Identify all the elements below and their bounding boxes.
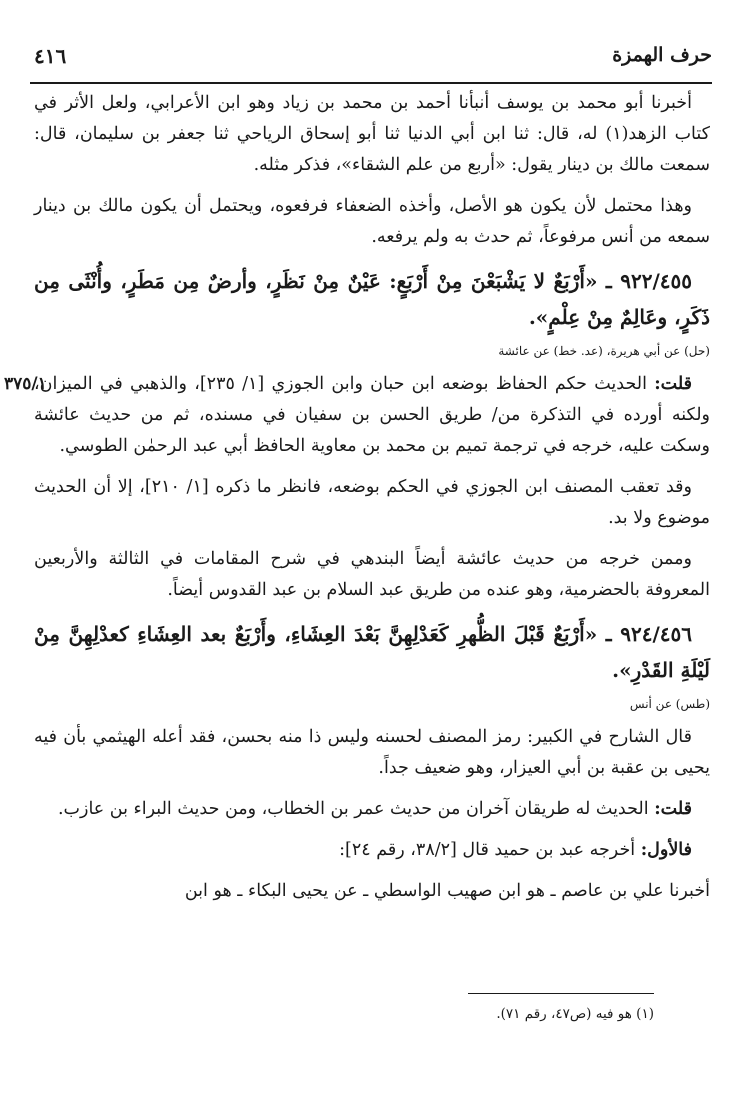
- page-body: [4, 88, 710, 917]
- hadith-source: (طس) عن أنس: [629, 697, 710, 711]
- footnote-divider: [468, 993, 654, 994]
- paragraph: أخبرنا علي بن عاصم ـ هو ابن صهيب الواسطي ـ عن يحيى البكاء ـ هو ابن: [184, 881, 710, 901]
- paragraph: وهذا محتمل لأن يكون هو الأصل، وأخذه الضعفاء فرفعوه، ويحتمل أن يكون مالك بن دينار سمعه من أنس مرفوعاً، ثم حدث به ولم يرفعه.: [34, 196, 710, 247]
- paragraph: وقد تعقب المصنف ابن الجوزي في الحكم بوضعه، فانظر ما ذكره [١/ ٢١٠]، إلا أن الحديث موضوع ولا بد.: [34, 477, 710, 528]
- first-way-paragraph: [34, 835, 710, 866]
- commentary-text: الحديث له طريقان آخران من حديث عمر بن الخطاب، ومن حديث البراء بن عازب.: [57, 799, 655, 819]
- hadith-text: ٩٢٢/٤٥٥ ـ «أَرْبَعٌ لا يَشْبَعْنَ مِنْ أَرْبَعٍ: عَيْنٌ مِنْ نَظَرٍ، وأرضٌ مِن مَطَرٍ، وأُنْثَى مِن ذَكَرٍ، وعَالِمٌ مِنْ عِلْمٍ».: [34, 269, 710, 329]
- paragraph: قال الشارح في الكبير: رمز المصنف لحسنه وليس ذا منه بحسن، فقد أعله الهيثمي بأن فيه يحيى بن عقبة بن أبي العيزار، وهو ضعيف جداً.: [34, 727, 710, 778]
- page-number: ٤١٦: [34, 44, 67, 68]
- hadith-text: ٩٢٤/٤٥٦ ـ «أَرْبَعٌ قَبْلَ الظُّهرِ كَعَدْلِهِنَّ بَعْدَ العِشَاءِ، وأَرْبَعٌ بعد العِشَاءِ كعدْلِهِنَّ مِنْ لَيْلَةِ القَدْرِ».: [34, 622, 710, 682]
- page-header: [30, 38, 712, 84]
- first-way-label: فالأول:: [640, 840, 692, 860]
- chapter-title: حرف الهمزة: [612, 44, 712, 66]
- first-way-text: أخرجه عبد بن حميد قال [٣٨/٢، رقم ٢٤]:: [339, 840, 641, 860]
- hadith-source: (حل) عن أبي هريرة، (عد. خط) عن عائشة: [498, 344, 710, 358]
- footnote: (١) هو فيه (ص٤٧، رقم ٧١).: [496, 1006, 654, 1022]
- commentary-text: الحديث حكم الحفاظ بوضعه ابن حبان وابن الجوزي [١/ ٢٣٥]، والذهبي في الميزان، ولكنه أورده في التذكرة من/ طريق الحسن بن سفيان في مسنده، ثم من حديث عائشة وسكت عليه، خرجه في ترجمة تميم بن محمد بن معاوية الحافظ أبي عبد الرحمٰن الطوسي.: [34, 374, 710, 456]
- margin-reference: ٣٧٥/١: [4, 374, 47, 394]
- qult-label: قلت:: [654, 799, 692, 819]
- commentary-paragraph: [4, 369, 710, 462]
- commentary-paragraph: [34, 794, 710, 825]
- qult-label: قلت:: [654, 374, 692, 394]
- paragraph: وممن خرجه من حديث عائشة أيضاً البندهي في شرح المقامات في الثالثة والأربعين المعروفة بالحضرمية، وهو عنده من طريق عبد السلام بن عبد القدوس أيضاً.: [34, 549, 710, 600]
- paragraph: أخبرنا أبو محمد بن يوسف أنبأنا أحمد بن محمد بن زياد وهو ابن الأعرابي، ولعل الأثر في كتاب الزهد(١) له، قال: ثنا ابن أبي الدنيا ثنا أبو إسحاق الرياحي ثنا جعفر بن سليمان، قال: سمعت مالك بن دينار يقول: «أربع من علم الشقاء»، فذكر مثله.: [34, 93, 710, 175]
